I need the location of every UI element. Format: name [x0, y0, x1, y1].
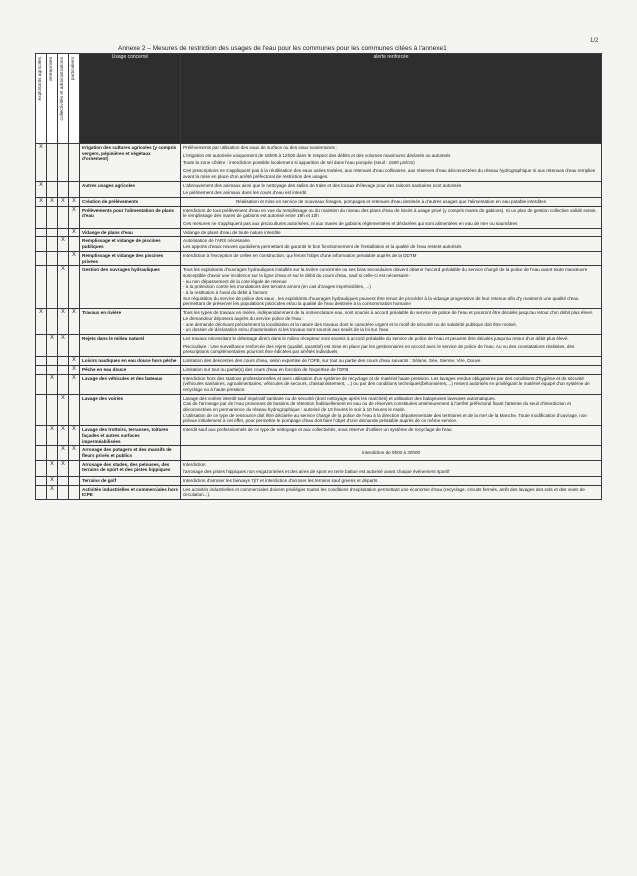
table-row	[36, 446, 602, 460]
row-flag-cell: X	[47, 426, 58, 446]
row-flag-cell	[58, 485, 69, 499]
table-row	[36, 426, 602, 446]
row-flag-cell: X	[58, 446, 69, 460]
measure-paragraph: Lavage des voiries interdit sauf impératif sanitaire ou de sécurité (dont nettoyage après les marchés) et utilisation des balayeuses laveuses automatiques. Cas de l'arrosage par de l'eau provenant de bassins de rétention habituellement en eau ou de réserves constituées antérieurement à l'arrêté préfectoral fixant l'atteinte du seuil d'interdiction et déconnectées en permanence du réseau hydrographique : autorisé de 19 heures le soir à 10 heures le matin. L'utilisation de ce type de ressource doit être déclarée au service chargé de la police de l'eau à la direction départementale des territoires et de la mer de la Manche. Toute modification d'ouvrage, non prévue initialement à cet effet, pour permettre le pompage d'eau doit faire l'objet d'une demande préalable auprès de ce même service.	[183, 395, 587, 424]
usage-cell: Pêche en eau douce	[80, 365, 181, 374]
table-row	[36, 357, 602, 366]
alert-measure-cell	[181, 365, 602, 374]
row-flag-cell	[58, 374, 69, 394]
usage-cell: Terrains de golf	[80, 477, 181, 486]
row-flag-cell: X	[58, 197, 69, 206]
alert-measure-cell	[181, 228, 602, 237]
row-flag-cell: X	[69, 357, 80, 366]
measure-paragraph: Prélèvements par utilisation des eaux de surface ou des eaux souterraines :	[183, 145, 338, 150]
restrictions-table	[35, 53, 602, 500]
row-flag-cell	[47, 237, 58, 251]
row-flag-cell: X	[47, 460, 58, 476]
measure-paragraph: Toute la zone côtière : interdiction possible localement si apparition de sel dans l'eau pompée (seuil : 1500 µS/cm)	[183, 160, 415, 166]
measure-paragraph: l'arrosage des pistes hippiques non engazonnées et des aires de sport en terre battue est autorisé avant chaque événement sportif	[183, 469, 450, 475]
table-row	[36, 237, 602, 251]
row-flag-cell	[36, 251, 47, 265]
row-flag-cell: X	[69, 251, 80, 265]
alert-measure-cell	[181, 477, 602, 486]
table-row	[36, 251, 602, 265]
row-flag-cell	[58, 357, 69, 366]
header-alert-level: alerte renforcée	[181, 54, 602, 144]
alert-measure-cell	[181, 394, 602, 426]
alert-measure-cell	[181, 251, 602, 265]
usage-cell: Travaux en rivière	[80, 309, 181, 335]
row-flag-cell	[69, 144, 80, 182]
page-number: 1/2	[590, 38, 599, 44]
row-flag-cell: X	[36, 144, 47, 182]
usage-cell: Lavage des véhicules et des bateaux	[80, 374, 181, 394]
row-flag-cell: X	[36, 309, 47, 335]
measure-paragraph: Limitation des descentes des cours d'eau, selon expertise de l'OFB, sur tout ou partie des cours d'eau suivants : Sélune, Sée, Sienne, Vire, Douve	[183, 358, 481, 364]
alert-measure-cell	[181, 485, 602, 499]
row-flag-cell	[69, 181, 80, 197]
measure-paragraph: Le piétinement des animaux dans les cours d'eau est interdit	[183, 190, 307, 196]
row-flag-cell	[69, 237, 80, 251]
row-flag-cell: X	[69, 309, 80, 335]
row-flag-cell	[36, 206, 47, 228]
row-flag-cell: X	[36, 181, 47, 197]
row-flag-cell: X	[47, 477, 58, 486]
measure-paragraph: Tous les exploitants d'ouvrages hydrauliques installés sur la rivière concernée ou ses bras secondaires doivent obtenir l'accord préalable du service chargé de la police de l'eau avant toute manœuvre susceptible d'avoir une incidence sur la ligne d'eau et sur le débit du cours d'eau, sauf si celle-ci est nécessaire : - au non dépassement de la cote légale de retenue - à la protection contre les inondations des terrains amont (en cas d'orages imprévisibles, ...) - à la restitution à l'aval du débit à l'amont Sur réquisition du service de police des eaux , les exploitants d'ouvrages hydrauliques peuvent être tenus de procéder à la vidange progressive de leur retenue afin d'y maintenir une qualité d'eau permettant de préserver les populations piscicoles et/ou la qualité de l'eau destinée à la consommation humaine	[183, 267, 588, 307]
row-flag-cell	[47, 228, 58, 237]
row-flag-cell	[47, 357, 58, 366]
table-row	[36, 334, 602, 356]
usage-cell: Autres usages agricoles	[80, 181, 181, 197]
row-flag-cell: X	[69, 228, 80, 237]
table-row	[36, 206, 602, 228]
measure-paragraph: Réalisation et mise en service de nouveaux forages, pompages et retenues d'eau destinés à d'autres usages que l'alimentation en eau potable interdites	[235, 198, 547, 204]
row-flag-cell	[58, 365, 69, 374]
row-flag-cell	[36, 460, 47, 476]
row-flag-cell	[58, 228, 69, 237]
row-flag-cell: X	[58, 426, 69, 446]
usage-cell: Lavage des voiries	[80, 394, 181, 426]
document-title: Annexe 2 – Mesures de restriction des usages de l'eau pour les communes pour les communes citées à l'annexe1	[118, 45, 447, 52]
row-flag-cell: X	[47, 334, 58, 356]
measure-paragraph: Ces mesures ne s'appliquent pas aux piscicultures autorisées, ni aux mares de gabions réglementées et déclarées qui sont alimentées en eau de mer ou saumâtres	[183, 221, 518, 227]
row-flag-cell	[36, 426, 47, 446]
row-flag-cell	[36, 357, 47, 366]
row-flag-cell: X	[69, 365, 80, 374]
usage-cell: Rejets dans le milieu naturel	[80, 334, 181, 356]
table-row	[36, 266, 602, 309]
row-flag-cell	[36, 394, 47, 426]
usage-cell: Remplissage et vidange de piscines publiques	[80, 237, 181, 251]
table-row	[36, 197, 602, 206]
measure-paragraph: Interdit sauf aux professionnels de ce type de nettoyage et aux collectivités, sous réserve d'utiliser un système de recyclage de l'eau	[183, 427, 452, 433]
table-row	[36, 394, 602, 426]
header-agricultural-operators: exploitants agricoles	[36, 54, 47, 144]
measure-paragraph: Les travaux nécessitant le délestage direct dans le milieu récepteur sont soumis à accord préalable du service de police de l'eau et peuvent être décalés jusqu'au retour d'un débit plus élevé.	[183, 335, 569, 341]
measure-paragraph: Limitation sur tout ou partie(s) des cours d'eau en fonction de l'expertise de l'OFB	[183, 366, 349, 372]
row-flag-cell	[58, 206, 69, 228]
alert-measure-cell	[181, 237, 602, 251]
row-flag-cell: X	[58, 309, 69, 335]
table-row	[36, 374, 602, 394]
table-header-row	[36, 54, 602, 144]
table-row	[36, 309, 602, 335]
table-row	[36, 485, 602, 499]
row-flag-cell: X	[69, 426, 80, 446]
alert-measure-cell	[181, 309, 602, 335]
table-row	[36, 144, 602, 182]
row-flag-cell: X	[69, 197, 80, 206]
row-flag-cell	[36, 228, 47, 237]
measure-paragraph: Vidange de plans d'eau de toute nature interdite	[183, 229, 281, 235]
usage-cell: Irrigation des cultures agricoles (y compris vergers, pépinières et végétaux d'ornement)	[80, 144, 181, 182]
row-flag-cell: X	[58, 334, 69, 356]
measure-paragraph: Autorisation de l'ARS nécessaire. Les apports d'eaux neuves quotidiens permettant de garantir le bon fonctionnement de l'installation et la qualité de l'eau restent autorisés	[183, 238, 462, 250]
row-flag-cell	[36, 374, 47, 394]
usage-cell: Lavage des trottoirs, terrasses, toitures façades et autres surfaces imperméabilisées	[80, 426, 181, 446]
alert-measure-cell	[181, 181, 602, 197]
row-flag-cell	[36, 477, 47, 486]
usage-cell: Création de prélèvements	[80, 197, 181, 206]
row-flag-cell	[58, 181, 69, 197]
measure-paragraph: Tous les types de travaux en rivière, indépendamment de la nomenclature eau, sont soumis à accord préalable du service de police de l'eau et pourront être décalés jusqu'au retour d'un débit plus élevé. Le demandeur déposera auprès du service police de l'eau : - une demande décrivant précisément la localisation et la nature des travaux dont le caractère urgent et le motif de sécurité ou de salubrité publique doit être motivé, - un dossier de déclaration et/ou d'autorisation si les travaux sont soumis aux seuils de la loi sur l'eau	[183, 310, 594, 333]
row-flag-cell: X	[58, 266, 69, 309]
row-flag-cell	[47, 181, 58, 197]
row-flag-cell	[47, 365, 58, 374]
alert-measure-cell	[181, 144, 602, 182]
row-flag-cell	[36, 237, 47, 251]
row-flag-cell: X	[47, 197, 58, 206]
measure-paragraph: Pisciculture : Une surveillance renforcée des rejets (qualité, quantité) est mise en place par les gestionnaires en accord avec le service de police de l'eau. Au vu des constatations réalisées, des prescriptions complémentaires pourront être édictées par arrêtés individuels	[183, 343, 575, 355]
measure-paragraph: Interdiction de 9h00 à 20h00	[361, 450, 421, 456]
header-usage: Usage concerné	[80, 54, 181, 144]
table-row	[36, 228, 602, 237]
measure-paragraph: Interdiction hors des stations professionnelles et avec utilisation d'un système de recyclage et de matériel haute pression. Les lavages rendus obligatoires par des conditions d'hygiène et de sécurité (véhicules sanitaires, agroalimentaires, véhicules de secours, d'assainissement, ...) ou par des conditions techniques(bétonnières,...) restent autorisés en privilégiant le matériel équipé d'un système de recyclage ou à haute pression.	[183, 375, 590, 392]
alert-measure-cell	[181, 357, 602, 366]
row-flag-cell	[69, 485, 80, 499]
row-flag-cell	[58, 477, 69, 486]
row-flag-cell	[69, 460, 80, 476]
row-flag-cell: X	[69, 206, 80, 228]
row-flag-cell	[47, 144, 58, 182]
row-flag-cell: X	[58, 394, 69, 426]
row-flag-cell	[36, 334, 47, 356]
row-flag-cell	[36, 446, 47, 460]
header-communities-administrations: collectivités et administrations	[58, 54, 69, 144]
measure-paragraph: L'abreuvement des animaux ainsi que le nettoyage des salles de traite et des locaux d'élevage pour des raisons sanitaires sont autorisés	[183, 182, 462, 188]
alert-measure-cell	[181, 426, 602, 446]
row-flag-cell	[47, 206, 58, 228]
alert-measure-cell	[181, 460, 602, 476]
usage-cell: Remplissage et vidange des piscines privées	[80, 251, 181, 265]
row-flag-cell	[47, 251, 58, 265]
measure-paragraph: Interdiction	[183, 461, 206, 467]
row-flag-cell	[36, 485, 47, 499]
row-flag-cell	[47, 266, 58, 309]
row-flag-cell: X	[58, 460, 69, 476]
measure-paragraph: Ces prescriptions ne s'appliquent pas à la réutilisation des eaux usées traitées, aux retenues d'eau collinaires, aux réserves d'eau déconnectées du réseau hydrographique ni aux retenues d'eau remplies avant la mise en place d'un arrêté préfectoral de restriction des usages.	[183, 168, 596, 179]
row-flag-cell: X	[69, 374, 80, 394]
usage-cell: Gestion des ouvrages hydrauliques	[80, 266, 181, 309]
alert-measure-cell	[181, 334, 602, 356]
header-individuals: particuliers	[69, 54, 80, 144]
header-companies: entreprises	[47, 54, 58, 144]
alert-measure-cell	[181, 206, 602, 228]
usage-cell: Activités industrielles et commerciales hors ICPE	[80, 485, 181, 499]
measure-paragraph: Interdiction à l'exception de celles en construction, qui feront l'objet d'une information préalable auprès de la DDTM	[183, 252, 417, 258]
alert-measure-cell	[181, 197, 602, 206]
row-flag-cell	[58, 144, 69, 182]
row-flag-cell	[36, 365, 47, 374]
row-flag-cell: X	[58, 237, 69, 251]
row-flag-cell	[69, 394, 80, 426]
row-flag-cell	[47, 446, 58, 460]
row-flag-cell: X	[47, 374, 58, 394]
measure-paragraph: Les activités industrielles et commerciales doivent privilégier toutes les conditions d'exploitation permettant une économie d'eau (recyclage, circuits fermés, arrêt des lavages des sols et des voies de circulation...).	[183, 486, 585, 498]
table-row	[36, 181, 602, 197]
usage-cell: Arrosage des potagers et des massifs de fleurs privés et publics	[80, 446, 181, 460]
row-flag-cell	[36, 266, 47, 309]
table-row	[36, 460, 602, 476]
alert-measure-cell	[181, 266, 602, 309]
usage-cell: Vidange de plans d'eau	[80, 228, 181, 237]
row-flag-cell: X	[47, 485, 58, 499]
row-flag-cell	[47, 309, 58, 335]
usage-cell: Prélèvements pour l'alimentation de plans d'eau	[80, 206, 181, 228]
row-flag-cell	[69, 266, 80, 309]
table-row	[36, 477, 602, 486]
measure-paragraph: Interdiction de tout prélèvement d'eau en vue du remplissage ou du maintien du niveau des plans d'eau de loisirs à usage privé (y compris mares de gabions). Si un plan de gestion collective validé existe, le remplissage des mares de gabions est autorisé entre 19h et 10h	[183, 207, 597, 219]
row-flag-cell	[69, 334, 80, 356]
row-flag-cell: X	[69, 446, 80, 460]
measure-paragraph: Interdiction d'arroser les fairways 7j/7 et interdiction d'arroser les terrains sauf greens et départs	[183, 478, 378, 484]
measure-paragraph: L'irrigation est autorisée uniquement de 18h00 à 12h00 dans le respect des débits et des volumes maximums déclarés ou autorisés	[183, 152, 451, 158]
row-flag-cell: X	[36, 197, 47, 206]
row-flag-cell	[47, 394, 58, 426]
row-flag-cell	[69, 477, 80, 486]
table-row	[36, 365, 602, 374]
row-flag-cell	[58, 251, 69, 265]
usage-cell: Loisirs nautiques en eau douce hors pêche	[80, 357, 181, 366]
alert-measure-cell	[181, 374, 602, 394]
alert-measure-cell	[181, 446, 602, 460]
usage-cell: Arrosage des stades, des pelouses, des terrains de sport et des pistes hippiques	[80, 460, 181, 476]
